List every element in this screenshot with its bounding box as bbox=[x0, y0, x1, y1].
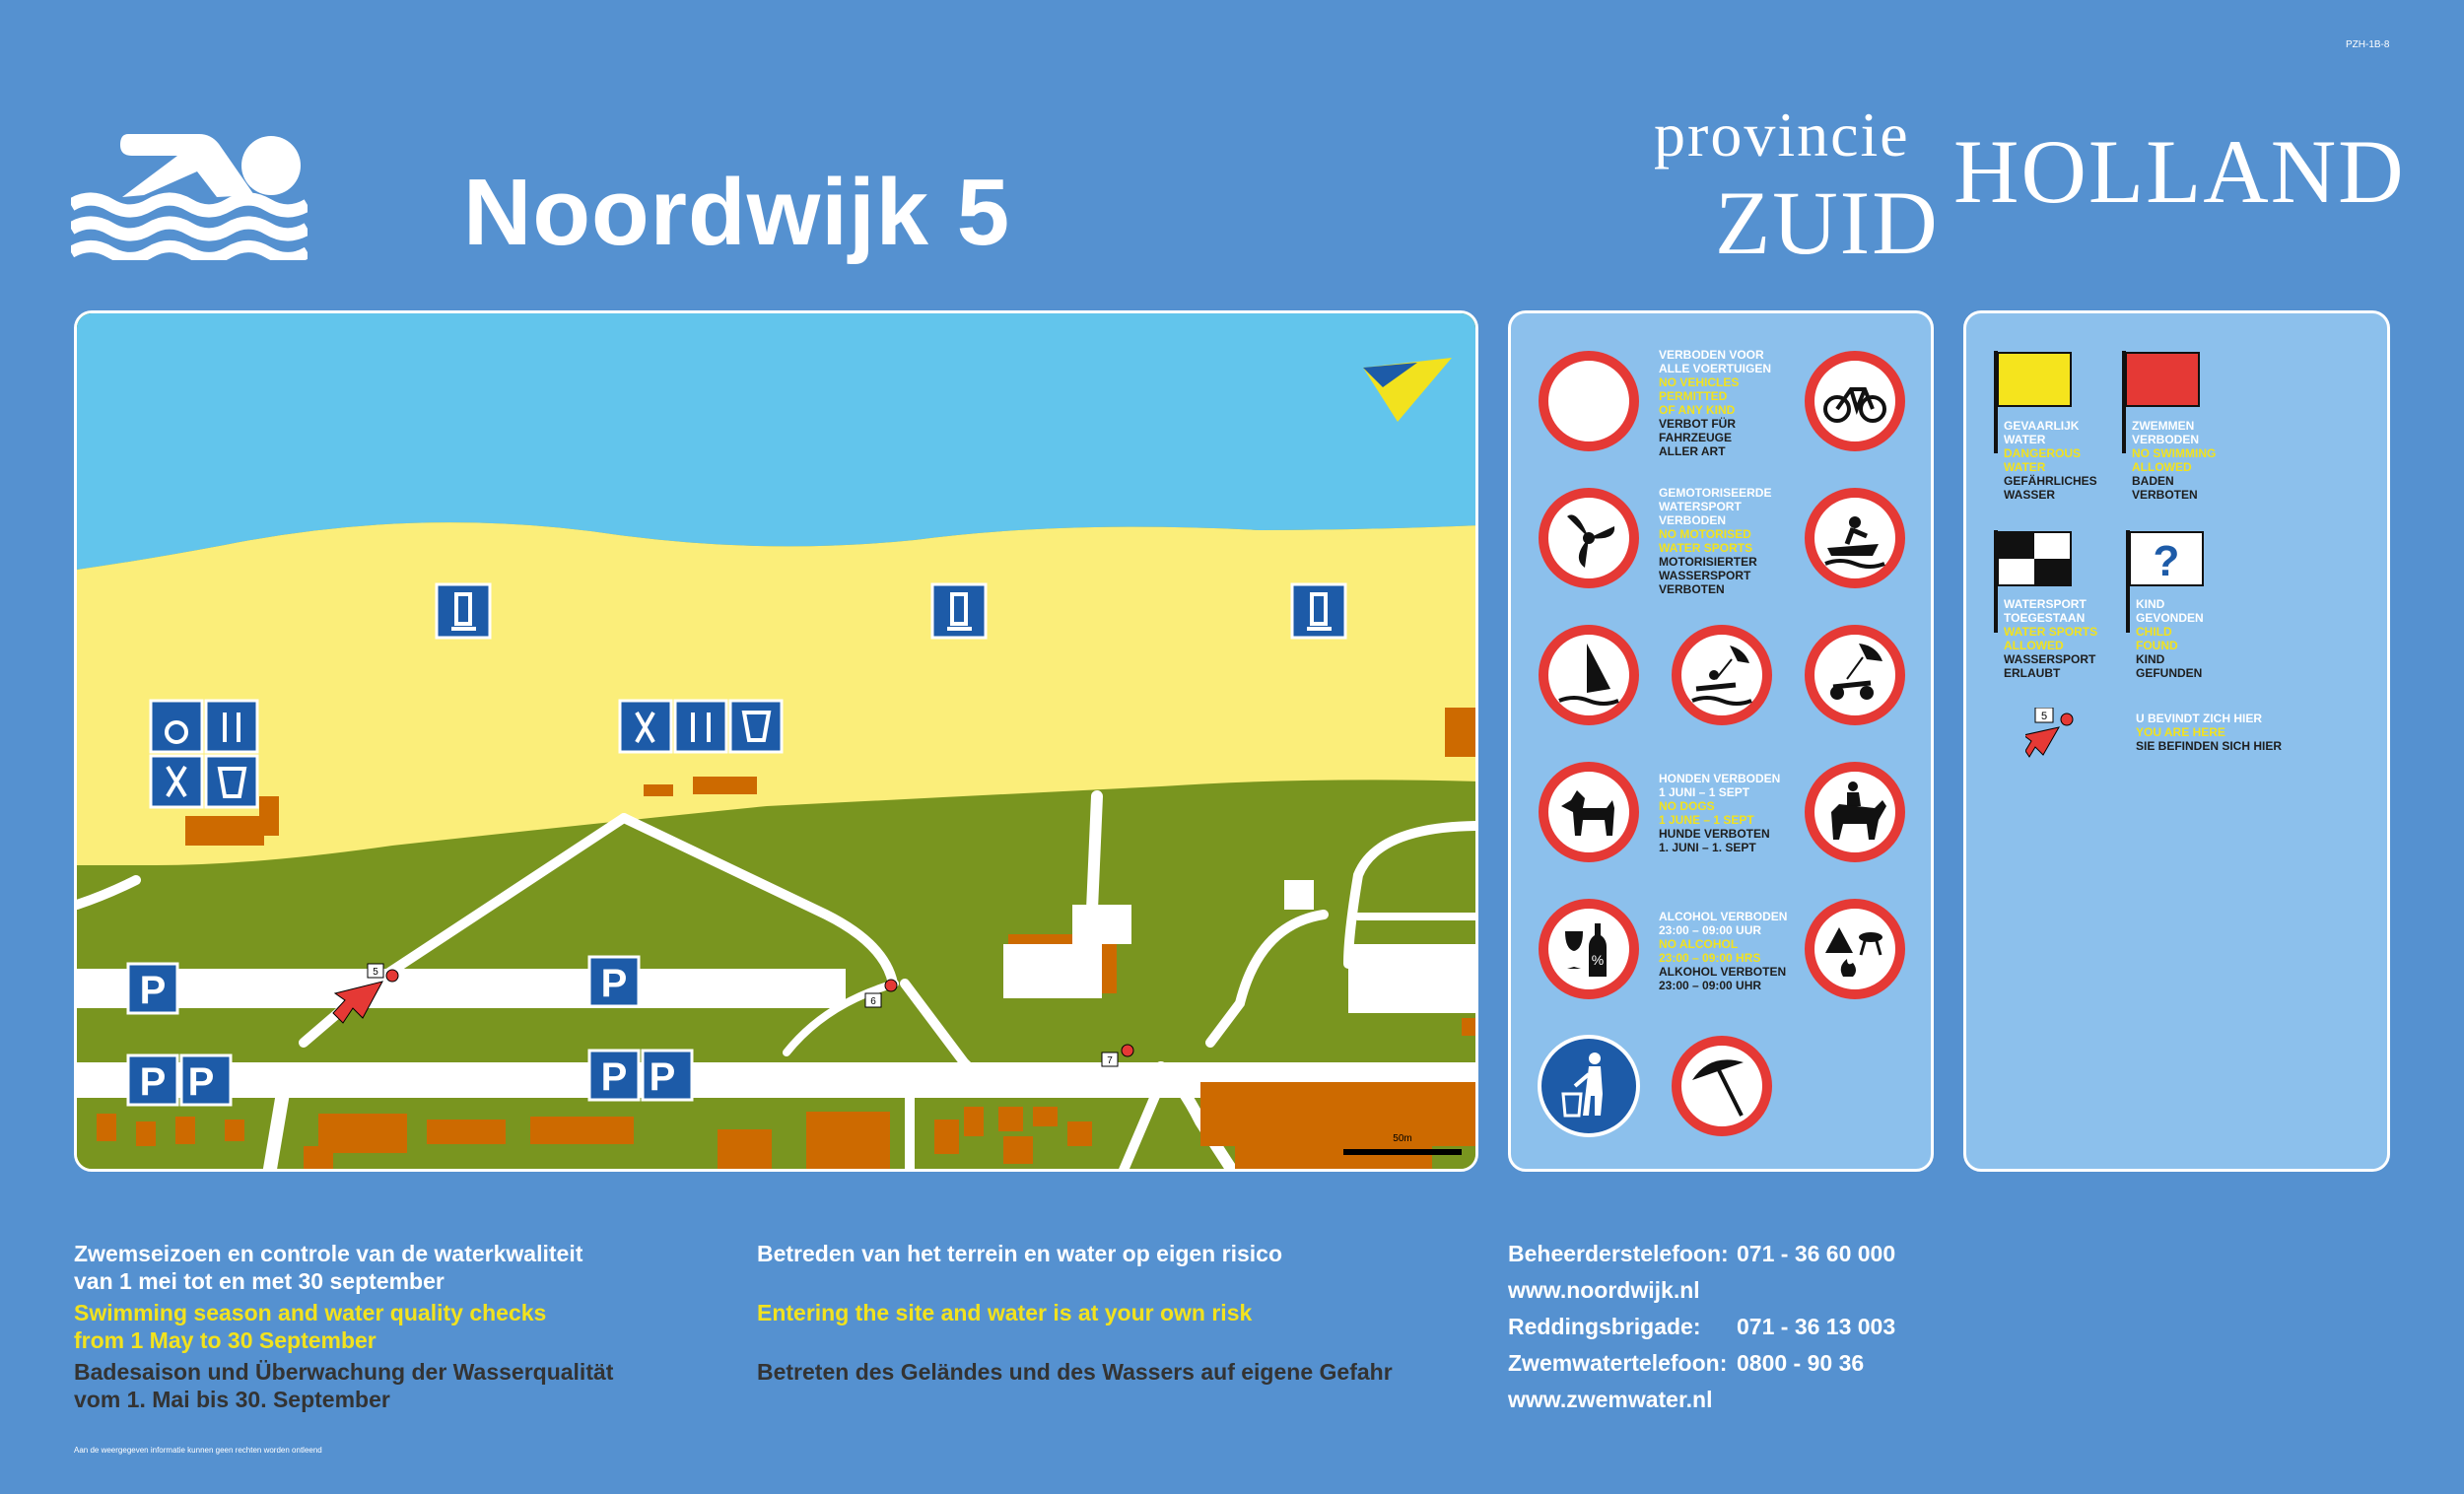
rule-1-nl-2: ALLE VOERTUIGEN bbox=[1659, 362, 1772, 375]
contact-value: 071 - 36 13 003 bbox=[1737, 1314, 1896, 1339]
no-parasols-icon bbox=[1671, 1035, 1773, 1137]
no-bicycles-icon bbox=[1804, 350, 1906, 452]
toilets-icon bbox=[206, 701, 257, 752]
contact-label: Beheerderstelefoon: bbox=[1508, 1241, 1729, 1266]
no-camping-fire-icon bbox=[1804, 898, 1906, 1000]
rule-4-de-1: ALKOHOL VERBOTEN bbox=[1659, 965, 1787, 979]
rule-4-nl-2: 23:00 – 09:00 UUR bbox=[1659, 923, 1762, 937]
rule-1-de-1: VERBOT FÜR bbox=[1659, 417, 1736, 431]
flag-1-de-2: WASSER bbox=[2004, 488, 2056, 502]
logo-provincie: provincie bbox=[1654, 100, 1910, 170]
rule-2-en-1: NO MOTORISED bbox=[1659, 527, 1751, 541]
rule-2-nl-3: VERBODEN bbox=[1659, 513, 1727, 527]
shower-icon bbox=[437, 584, 490, 638]
you-are-here-nl: U BEVINDT ZICH HIER bbox=[2136, 712, 2263, 725]
contact-row bbox=[1508, 1236, 1895, 1272]
flag-4-en-1: CHILD bbox=[2136, 625, 2172, 639]
flags-panel bbox=[1963, 310, 2390, 1172]
svg-text:P: P bbox=[187, 1060, 215, 1104]
contact-label: Reddingsbrigade: bbox=[1508, 1314, 1701, 1339]
contact-row bbox=[1508, 1272, 1895, 1309]
svg-text:P: P bbox=[600, 962, 628, 1005]
no-jetski-icon bbox=[1804, 487, 1906, 589]
wheelchair-icon bbox=[151, 701, 202, 752]
contact-value: 071 - 36 60 000 bbox=[1737, 1241, 1896, 1266]
contact-link[interactable]: www.zwemwater.nl bbox=[1508, 1387, 1713, 1412]
rule-4-nl-1: ALCOHOL VERBODEN bbox=[1659, 910, 1788, 923]
season-nl-1: Zwemseizoen en controle van de waterkwaliteit bbox=[74, 1241, 583, 1266]
svg-text:P: P bbox=[649, 1055, 676, 1099]
marker-7: 7 bbox=[1107, 1055, 1113, 1066]
risk-nl: Betreden van het terrein en water op eigen risico bbox=[757, 1241, 1282, 1266]
logo-holland: HOLLAND bbox=[1953, 121, 2406, 222]
flag-1-nl-1: GEVAARLIJK bbox=[2004, 419, 2080, 433]
rule-2-nl-1: GEMOTORISEERDE bbox=[1659, 486, 1772, 500]
sign-code: PZH-1B-8 bbox=[2346, 39, 2390, 50]
season-info bbox=[74, 1240, 613, 1413]
shower-icon bbox=[1292, 584, 1345, 638]
no-kite-buggy-icon bbox=[1804, 624, 1906, 726]
marker-5: 5 bbox=[373, 967, 378, 978]
rule-4-en-1: NO ALCOHOL bbox=[1659, 937, 1739, 951]
rule-3-en-2: 1 JUNE – 1 SEPT bbox=[1659, 813, 1754, 827]
no-vehicles-icon bbox=[1538, 350, 1640, 452]
flag-2-nl-2: VERBODEN bbox=[2132, 433, 2200, 446]
you-are-here-en: YOU ARE HERE bbox=[2136, 725, 2225, 739]
flag-3-en-1: WATER SPORTS bbox=[2004, 625, 2098, 639]
prohibitions-panel bbox=[1508, 310, 1934, 1172]
no-alcohol-icon bbox=[1538, 898, 1640, 1000]
no-dogs-icon bbox=[1538, 761, 1640, 863]
scale-label: 50m bbox=[1393, 1133, 1412, 1144]
rule-2-en-2: WATER SPORTS bbox=[1659, 541, 1753, 555]
flag-4-nl-2: GEVONDEN bbox=[2136, 611, 2204, 625]
rule-2-de-3: VERBOTEN bbox=[1659, 582, 1725, 596]
season-nl-2: van 1 mei tot en met 30 september bbox=[74, 1268, 445, 1294]
contact-value: 0800 - 90 36 bbox=[1737, 1350, 1865, 1376]
rule-3-en-1: NO DOGS bbox=[1659, 799, 1715, 813]
rule-4-de-2: 23:00 – 09:00 UHR bbox=[1659, 979, 1762, 992]
map-drawing bbox=[77, 313, 1478, 1172]
you-are-here-legend-icon bbox=[2025, 708, 2075, 762]
no-kitesurfing-icon bbox=[1671, 624, 1773, 726]
rule-3-de-2: 1. JUNI – 1. SEPT bbox=[1659, 841, 1756, 854]
flag-4-de-2: GEFUNDEN bbox=[2136, 666, 2203, 680]
rule-1-en-3: OF ANY KIND bbox=[1659, 403, 1736, 417]
recycling-icon bbox=[730, 701, 782, 752]
flag-2-de-2: VERBOTEN bbox=[2132, 488, 2198, 502]
rule-3-de-1: HUNDE VERBOTEN bbox=[1659, 827, 1770, 841]
flag-3-nl-2: TOEGESTAAN bbox=[2004, 611, 2086, 625]
season-de-2: vom 1. Mai bis 30. September bbox=[74, 1387, 390, 1412]
contact-info bbox=[1508, 1236, 1895, 1418]
flag-3-nl-1: WATERSPORT bbox=[2004, 597, 2087, 611]
disclaimer: Aan de weergegeven informatie kunnen geen rechten worden ontleend bbox=[74, 1446, 322, 1455]
beach-map bbox=[74, 310, 1478, 1172]
rule-1-de-2: FAHRZEUGE bbox=[1659, 431, 1733, 444]
rule-2-de-1: MOTORISIERTER bbox=[1659, 555, 1757, 569]
litter-bin-icon bbox=[1538, 1035, 1640, 1137]
flag-4-en-2: FOUND bbox=[2136, 639, 2178, 652]
rule-4-en-2: 23:00 – 09:00 HRS bbox=[1659, 951, 1761, 965]
svg-text:?: ? bbox=[2153, 537, 2180, 585]
parking-icon bbox=[589, 1051, 639, 1100]
flag-1-en-1: DANGEROUS bbox=[2004, 446, 2082, 460]
flag-1-de-1: GEFÄHRLICHES bbox=[2004, 474, 2097, 488]
parking-icon bbox=[128, 964, 177, 1013]
rule-3-nl-2: 1 JUNI – 1 SEPT bbox=[1659, 785, 1750, 799]
no-horses-icon bbox=[1804, 761, 1906, 863]
no-motor-boats-icon bbox=[1538, 487, 1640, 589]
flag-3-en-2: ALLOWED bbox=[2004, 639, 2064, 652]
recycling-icon bbox=[206, 756, 257, 807]
rule-1-nl-1: VERBODEN VOOR bbox=[1659, 348, 1764, 362]
parking-icon bbox=[128, 1055, 177, 1105]
svg-text:P: P bbox=[600, 1055, 628, 1099]
contact-link[interactable]: www.noordwijk.nl bbox=[1508, 1277, 1700, 1303]
svg-text:P: P bbox=[139, 1060, 167, 1104]
contact-row bbox=[1508, 1345, 1895, 1382]
disabled-parking-icon bbox=[181, 1055, 231, 1105]
svg-text:%: % bbox=[1591, 952, 1605, 968]
flag-2-en-2: ALLOWED bbox=[2132, 460, 2192, 474]
contact-row bbox=[1508, 1382, 1895, 1418]
marker-6: 6 bbox=[870, 996, 876, 1007]
swimmer-icon bbox=[71, 126, 308, 260]
risk-info bbox=[757, 1240, 1393, 1386]
risk-en: Entering the site and water is at your own risk bbox=[757, 1300, 1253, 1325]
flag-4-nl-1: KIND bbox=[2136, 597, 2165, 611]
logo-zuid: ZUID bbox=[1715, 172, 1940, 273]
contact-label: Zwemwatertelefoon: bbox=[1508, 1350, 1728, 1376]
rule-3-nl-1: HONDEN VERBODEN bbox=[1659, 772, 1781, 785]
you-are-here-de: SIE BEFINDEN SICH HIER bbox=[2136, 739, 2283, 753]
shower-icon bbox=[932, 584, 986, 638]
rule-2-de-2: WASSERSPORT bbox=[1659, 569, 1751, 582]
flag-3-de-1: WASSERSPORT bbox=[2004, 652, 2096, 666]
contact-row bbox=[1508, 1309, 1895, 1345]
disabled-parking-icon bbox=[643, 1051, 692, 1100]
rule-1-en-2: PERMITTED bbox=[1659, 389, 1728, 403]
svg-text:P: P bbox=[139, 969, 167, 1012]
legend-marker-number: 5 bbox=[2040, 711, 2048, 722]
flag-2-de-1: BADEN bbox=[2132, 474, 2174, 488]
flag-1-nl-2: WATER bbox=[2004, 433, 2046, 446]
flag-1-en-2: WATER bbox=[2004, 460, 2046, 474]
risk-de: Betreten des Geländes und des Wassers auf eigene Gefahr bbox=[757, 1359, 1393, 1385]
rule-1-en-1: NO VEHICLES bbox=[1659, 375, 1740, 389]
no-windsurfing-icon bbox=[1538, 624, 1640, 726]
season-de-1: Badesaison und Überwachung der Wasserqualität bbox=[74, 1359, 614, 1385]
season-en-2: from 1 May to 30 September bbox=[74, 1327, 376, 1353]
season-en-1: Swimming season and water quality checks bbox=[74, 1300, 547, 1325]
rule-2-nl-2: WATERSPORT bbox=[1659, 500, 1742, 513]
page-title: Noordwijk 5 bbox=[463, 160, 1011, 265]
flag-4-de-1: KIND bbox=[2136, 652, 2165, 666]
flag-2-en-1: NO SWIMMING bbox=[2132, 446, 2217, 460]
flag-3-de-2: ERLAUBT bbox=[2004, 666, 2061, 680]
parking-icon bbox=[589, 957, 639, 1006]
flag-2-nl-1: ZWEMMEN bbox=[2132, 419, 2195, 433]
toilets-icon bbox=[675, 701, 726, 752]
rule-1-de-3: ALLER ART bbox=[1659, 444, 1726, 458]
